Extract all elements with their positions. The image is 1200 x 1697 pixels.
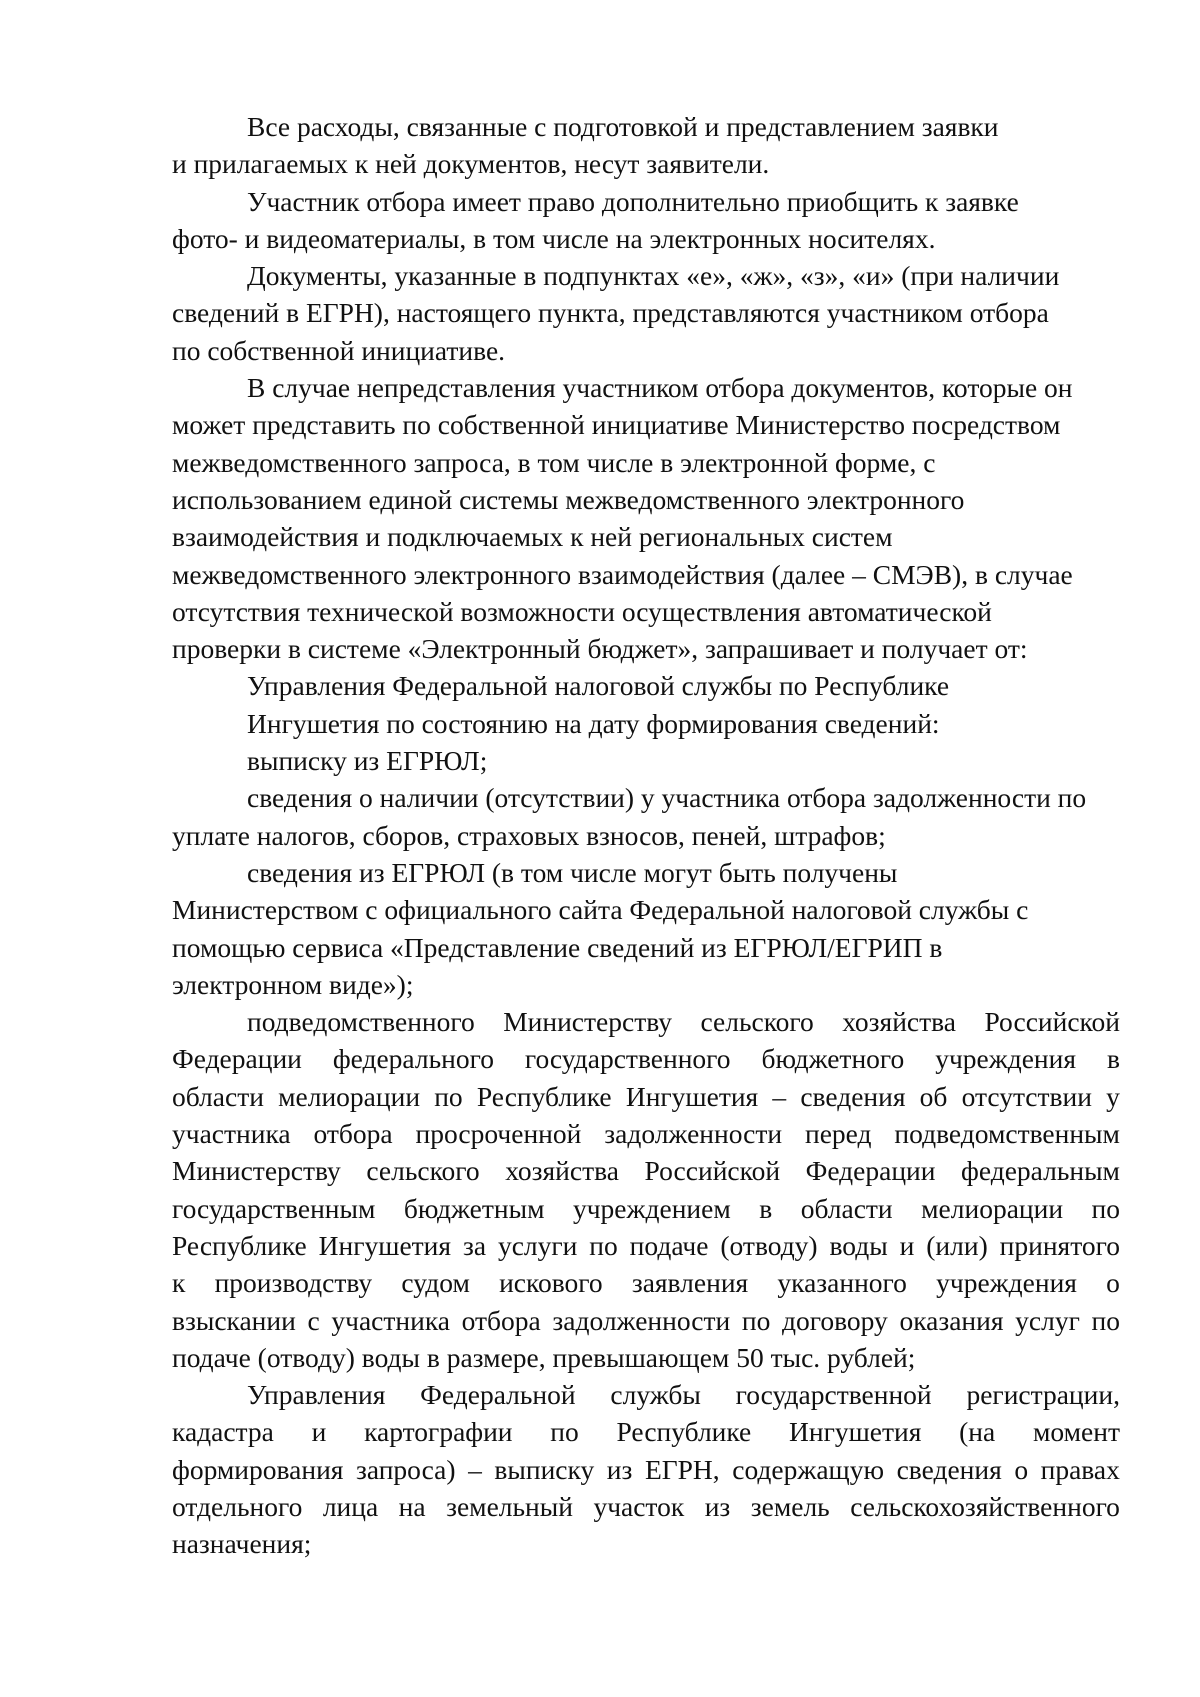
word: и — [311, 1416, 327, 1448]
word: подведомственного — [247, 1006, 475, 1038]
word: учреждением — [572, 1192, 731, 1224]
word: федеральным — [961, 1155, 1120, 1187]
word: у — [1106, 1080, 1120, 1112]
word: задолженности — [604, 1118, 783, 1150]
word: Федеральной — [420, 1379, 576, 1411]
justified-line — [172, 1302, 1120, 1339]
word: Управления — [247, 1379, 386, 1411]
word: сельского — [700, 1006, 814, 1038]
word: отбора — [313, 1118, 393, 1150]
word: просроченной — [415, 1118, 582, 1150]
word: отсутствии — [961, 1080, 1092, 1112]
document-page — [172, 108, 1120, 1563]
text-line: и прилагаемых к ней документов, несут заявители. — [172, 148, 770, 180]
word: Республике — [476, 1080, 612, 1112]
text-line: В случае непредставления участником отбора документов, которые он — [247, 372, 1073, 404]
word: области — [800, 1192, 893, 1224]
justified-line — [172, 1451, 1120, 1488]
text-line: Министерством с официального сайта Федеральной налоговой службы с — [172, 894, 1029, 926]
justified-line — [172, 1264, 1120, 1301]
text-line: Управления Федеральной налоговой службы по Республике — [247, 670, 950, 702]
word: воды — [829, 1229, 888, 1261]
word: из — [704, 1490, 731, 1522]
word: Российской — [984, 1006, 1120, 1038]
word: в — [1106, 1043, 1120, 1075]
word: отдельного — [172, 1490, 303, 1522]
word: указанного — [777, 1267, 907, 1299]
word: по — [1091, 1304, 1120, 1336]
word: заявления — [631, 1267, 749, 1299]
word: учреждения — [936, 1267, 1077, 1299]
text-line: фото- и видеоматериалы, в том числе на электронных носителях. — [172, 222, 936, 254]
word: мелиорации — [278, 1080, 421, 1112]
word: государственной — [735, 1379, 932, 1411]
word: за — [462, 1229, 487, 1261]
word: учреждения — [935, 1043, 1077, 1075]
word: принятого — [999, 1229, 1120, 1261]
word: – — [772, 1080, 787, 1112]
justified-line — [172, 1227, 1120, 1264]
word: подведомственным — [894, 1118, 1120, 1150]
word: из — [606, 1453, 633, 1485]
word: федерального — [332, 1043, 494, 1075]
word: о — [1014, 1453, 1029, 1485]
word: службы — [610, 1379, 701, 1411]
word: Ингушетия — [318, 1229, 452, 1261]
word: Ингушетия — [625, 1080, 759, 1112]
text-line: по собственной инициативе. — [172, 334, 506, 366]
word: искового — [499, 1267, 603, 1299]
word: участника — [172, 1118, 291, 1150]
word: сельскохозяйственного — [850, 1490, 1120, 1522]
word: Ингушетия — [789, 1416, 922, 1448]
word: ЕГРН, — [644, 1453, 720, 1485]
word: картографии — [364, 1416, 513, 1448]
text-line: сведения о наличии (отсутствии) у участника отбора задолженности по — [247, 782, 1087, 814]
word: с — [307, 1304, 320, 1336]
word: (на — [959, 1416, 996, 1448]
text-line: межведомственного электронного взаимодействия (далее – СМЭВ), в случае — [172, 558, 1073, 590]
text-line: сведения из ЕГРЮЛ (в том числе могут быть получены — [247, 856, 898, 888]
word: участника — [331, 1304, 450, 1336]
word: производству — [214, 1267, 373, 1299]
word: мелиорации — [921, 1192, 1064, 1224]
word: запроса) — [356, 1453, 456, 1485]
word: по — [741, 1304, 771, 1336]
word: по — [434, 1080, 463, 1112]
text-line: Участник отбора имеет право дополнительно приобщить к заявке — [247, 185, 1019, 217]
justified-line — [172, 1488, 1120, 1525]
word: Федерации — [172, 1043, 302, 1075]
word: и — [899, 1229, 915, 1261]
word: оказания — [899, 1304, 1004, 1336]
word: сведения — [896, 1453, 1002, 1485]
text-line: использованием единой системы межведомственного электронного — [172, 483, 965, 515]
word: земельный — [446, 1490, 573, 1522]
word: кадастра — [172, 1416, 274, 1448]
justified-line — [172, 1115, 1120, 1152]
justified-line — [172, 1040, 1120, 1077]
word: (отводу) — [720, 1229, 818, 1261]
word: сведения — [800, 1080, 906, 1112]
word: государственным — [172, 1192, 376, 1224]
text-line: электронном виде»); — [172, 968, 414, 1000]
word: формирования — [172, 1453, 344, 1485]
text-line: уплате налогов, сборов, страховых взносов, пеней, штрафов; — [172, 819, 886, 851]
word: услуг — [1015, 1304, 1080, 1336]
word: на — [398, 1490, 426, 1522]
word: земель — [750, 1490, 830, 1522]
text-line: помощью сервиса «Представление сведений из ЕГРЮЛ/ЕГРИП в — [172, 931, 943, 963]
word: правах — [1040, 1453, 1120, 1485]
word: государственного — [524, 1043, 731, 1075]
word: взыскании — [172, 1304, 296, 1336]
text-line: взаимодействия и подключаемых к ней региональных систем — [172, 521, 893, 553]
word: бюджетного — [761, 1043, 905, 1075]
word: перед — [805, 1118, 872, 1150]
word: Федерации — [805, 1155, 936, 1187]
word: лица — [322, 1490, 379, 1522]
word: задолженности — [552, 1304, 731, 1336]
word: по — [589, 1229, 618, 1261]
justified-line — [172, 1190, 1120, 1227]
justified-line — [172, 1413, 1120, 1450]
word: по — [550, 1416, 579, 1448]
word: к — [172, 1267, 186, 1299]
justified-line — [172, 1376, 1120, 1413]
justified-line — [172, 1078, 1120, 1115]
text-line: отсутствия технической возможности осуществления автоматической — [172, 595, 992, 627]
word: Российской — [644, 1155, 781, 1187]
text-line: назначения; — [172, 1528, 312, 1560]
word: судом — [401, 1267, 470, 1299]
word: в — [759, 1192, 773, 1224]
text-line: может представить по собственной инициативе Министерство посредством — [172, 409, 1061, 441]
text-line: сведений в ЕГРН), настоящего пункта, представляются участником отбора — [172, 297, 1049, 329]
text-line: Ингушетия по состоянию на дату формирования сведений: — [247, 707, 940, 739]
word: услуги — [497, 1229, 578, 1261]
word: по — [1091, 1192, 1120, 1224]
word: области — [172, 1080, 264, 1112]
word: Министерству — [172, 1155, 341, 1187]
word: бюджетным — [403, 1192, 545, 1224]
justified-line — [172, 1152, 1120, 1189]
word: хозяйства — [505, 1155, 619, 1187]
text-line: межведомственного запроса, в том числе в электронной форме, с — [172, 446, 936, 478]
justified-line — [172, 1003, 1120, 1040]
text-line: подаче (отводу) воды в размере, превышающем 50 тыс. рублей; — [172, 1341, 916, 1373]
word: регистрации, — [966, 1379, 1120, 1411]
word: подаче — [629, 1229, 709, 1261]
word: Республике — [172, 1229, 307, 1261]
word: хозяйства — [842, 1006, 956, 1038]
word: момент — [1032, 1416, 1120, 1448]
word: участок — [593, 1490, 685, 1522]
text-line: проверки в системе «Электронный бюджет», запрашивает и получает от: — [172, 633, 1028, 665]
word: Министерству — [503, 1006, 673, 1038]
word: Республике — [616, 1416, 752, 1448]
word: выписку — [494, 1453, 595, 1485]
word: об — [919, 1080, 948, 1112]
word: содержащую — [732, 1453, 885, 1485]
text-line: Все расходы, связанные с подготовкой и представлением заявки — [247, 111, 999, 142]
text-line: выписку из ЕГРЮЛ; — [247, 745, 488, 777]
text-line: Документы, указанные в подпунктах «е», «ж», «з», «и» (при наличии — [247, 260, 1060, 292]
word: о — [1106, 1267, 1120, 1299]
word: (или) — [926, 1229, 988, 1261]
word: отбора — [461, 1304, 541, 1336]
word: сельского — [366, 1155, 480, 1187]
word: – — [468, 1453, 482, 1485]
word: договору — [782, 1304, 888, 1336]
